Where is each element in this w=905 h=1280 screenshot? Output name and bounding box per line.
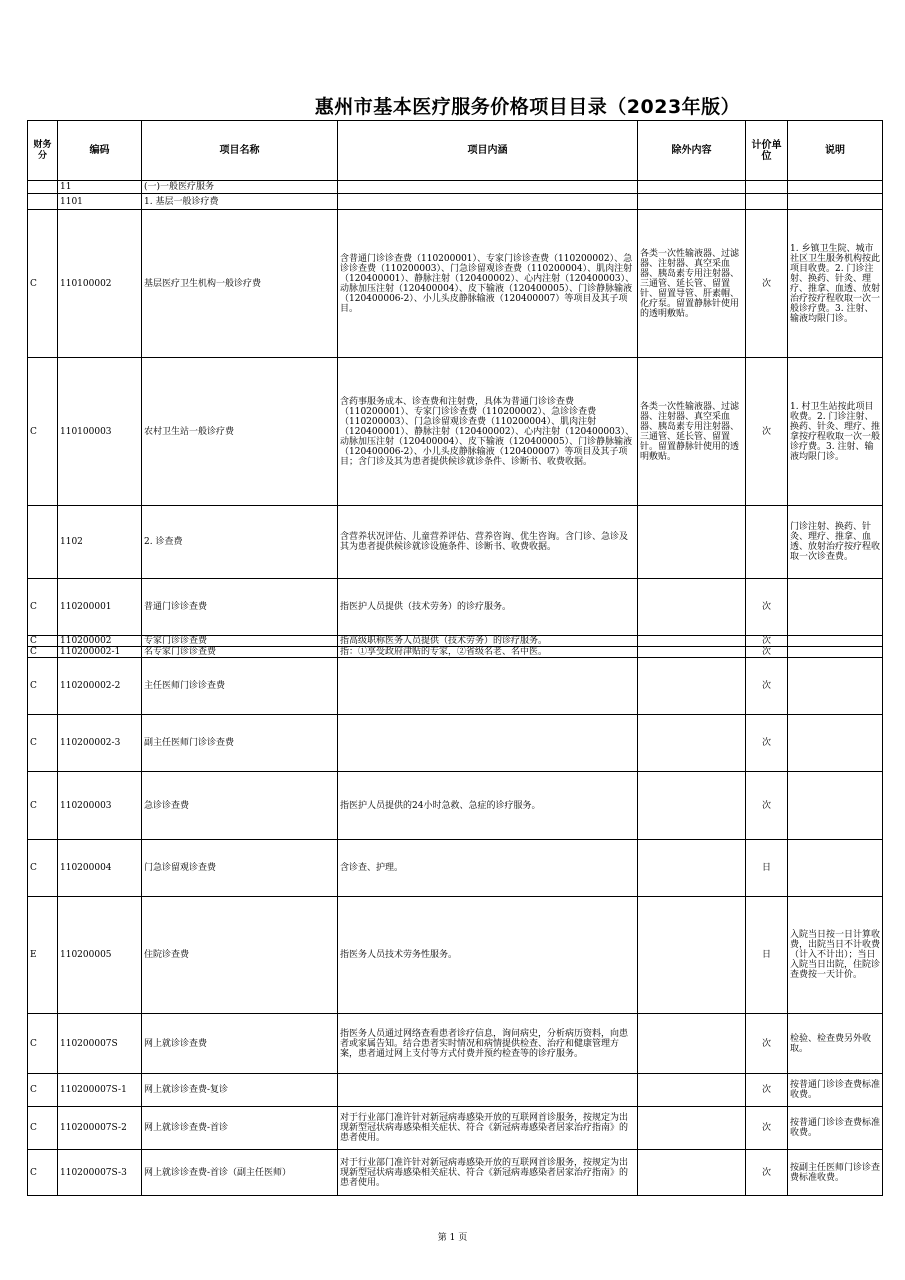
page-number: 第 1 页 (437, 1233, 468, 1243)
table-row (28, 1014, 883, 1074)
note-cell (788, 636, 883, 647)
exclude-cell (638, 840, 746, 897)
name-cell: 普通门诊诊查费 (142, 579, 338, 636)
exclude-cell (638, 715, 746, 772)
name-cell: 1. 基层一般诊疗费 (142, 194, 338, 210)
note-cell: 检验、检查费另外收取。 (788, 1014, 883, 1074)
content-cell: 指医护人员提供（技术劳务）的诊疗服务。 (338, 579, 638, 636)
unit-cell: 次 (746, 1074, 788, 1107)
name-cell: 网上就诊诊查费-首诊 (142, 1107, 338, 1150)
code-cell: 110200004 (58, 840, 142, 897)
unit-cell: 次 (746, 647, 788, 658)
table-row (28, 1150, 883, 1196)
exclude-cell (638, 658, 746, 715)
content-cell (338, 1074, 638, 1107)
unit-cell: 次 (746, 210, 788, 358)
category-cell: C (28, 1150, 58, 1196)
header-name: 项目名称 (142, 121, 338, 181)
category-cell: C (28, 715, 58, 772)
category-cell: C (28, 1014, 58, 1074)
note-cell: 1. 村卫生站按此项目收费。2. 门诊注射、换药、针灸、理疗、推拿按疗程收取一次一般诊疗费。3. 注射、输液均限门诊。 (788, 358, 883, 506)
header-category: 财务分 (28, 121, 58, 181)
exclude-cell (638, 579, 746, 636)
code-cell: 110100002 (58, 210, 142, 358)
price-table (27, 120, 883, 1196)
exclude-cell (638, 1107, 746, 1150)
note-cell (788, 647, 883, 658)
header-exclude: 除外内容 (638, 121, 746, 181)
exclude-cell: 各类一次性输液器、过滤器、注射器、真空采血器、胰岛素专用注射器、三通管、延长管、留置针、留置导管、肝素帽、化疗泵。留置静脉针使用的透明敷贴。 (638, 210, 746, 358)
note-cell: 按副主任医师门诊诊查费标准收费。 (788, 1150, 883, 1196)
code-cell: 110200001 (58, 579, 142, 636)
table-row (28, 358, 883, 506)
note-cell: 1. 乡镇卫生院、城市社区卫生服务机构按此项目收费。2. 门诊注射、换药、针灸、理疗、推拿、血透、放射治疗按疗程收取一次一般诊疗费。3. 注射、输液均限门诊。 (788, 210, 883, 358)
table-row (28, 579, 883, 636)
content-cell: 对于行业部门准许针对新冠病毒感染开放的互联网首诊服务，按规定为出现新型冠状病毒感染相关症状、符合《新冠病毒感染者居家治疗指南》的患者使用。 (338, 1107, 638, 1150)
category-cell: C (28, 772, 58, 840)
name-cell: 2. 诊查费 (142, 506, 338, 579)
content-cell: 含营养状况评估、儿童营养评估、营养咨询、优生咨询。含门诊、急诊及其为患者提供候诊就诊设施条件、诊断书、收费收据。 (338, 506, 638, 579)
header-content: 项目内涵 (338, 121, 638, 181)
note-cell (788, 715, 883, 772)
header-row (28, 121, 883, 181)
header-unit: 计价单位 (746, 121, 788, 181)
exclude-cell (638, 1014, 746, 1074)
exclude-cell (638, 647, 746, 658)
table-row (28, 658, 883, 715)
exclude-cell (638, 1074, 746, 1107)
content-cell: 指高级职称医务人员提供（技术劳务）的诊疗服务。 (338, 636, 638, 647)
note-cell: 门诊注射、换药、针灸、理疗、推拿、血透、放射治疗按疗程收取一次诊查费。 (788, 506, 883, 579)
unit-cell: 次 (746, 772, 788, 840)
unit-cell: 次 (746, 358, 788, 506)
name-cell: 网上就诊诊查费 (142, 1014, 338, 1074)
category-cell: C (28, 647, 58, 658)
category-cell: C (28, 658, 58, 715)
name-cell: 专家门诊诊查费 (142, 636, 338, 647)
category-cell: C (28, 636, 58, 647)
code-cell: 1102 (58, 506, 142, 579)
table-row (28, 194, 883, 210)
note-cell (788, 194, 883, 210)
table-row (28, 840, 883, 897)
note-cell: 按普通门诊诊查费标准收费。 (788, 1107, 883, 1150)
exclude-cell (638, 506, 746, 579)
table-row (28, 715, 883, 772)
unit-cell: 次 (746, 715, 788, 772)
name-cell: 住院诊查费 (142, 897, 338, 1014)
code-cell: 110200003 (58, 772, 142, 840)
unit-cell: 次 (746, 579, 788, 636)
header-note: 说明 (788, 121, 883, 181)
note-cell (788, 579, 883, 636)
unit-cell: 次 (746, 1150, 788, 1196)
category-cell: C (28, 1107, 58, 1150)
content-cell (338, 194, 638, 210)
content-cell: 指医务人员技术劳务性服务。 (338, 897, 638, 1014)
code-cell: 110200007S-2 (58, 1107, 142, 1150)
table-row (28, 1107, 883, 1150)
code-cell: 110200002-2 (58, 658, 142, 715)
name-cell: 网上就诊诊查费-首诊（副主任医师） (142, 1150, 338, 1196)
note-cell (788, 772, 883, 840)
exclude-cell (638, 1150, 746, 1196)
unit-cell: 次 (746, 1107, 788, 1150)
unit-cell (746, 506, 788, 579)
category-cell (28, 506, 58, 579)
category-cell: C (28, 1074, 58, 1107)
exclude-cell: 各类一次性输液器、过滤器、注射器、真空采血器、胰岛素专用注射器、三通管、延长管、留置针。留置静脉针使用的透明敷贴。 (638, 358, 746, 506)
note-cell (788, 658, 883, 715)
content-cell: 指医务人员通过网络查看患者诊疗信息，询问病史，分析病历资料，向患者或家属告知。结合患者实时情况和病情提供检查、治疗和健康管理方案，患者通过网上支付等方式付费并预约检查等的诊疗服务。 (338, 1014, 638, 1074)
category-cell (28, 194, 58, 210)
page-title: 惠州市基本医疗服务价格项目目录（2023年版） (314, 96, 741, 118)
name-cell: 主任医师门诊诊查费 (142, 658, 338, 715)
content-cell: 含普通门诊诊查费（110200001）、专家门诊诊查费（110200002）、急诊诊查费（110200003）、门急诊留观诊查费（110200004）、肌肉注射（120400001）、静脉注射（120400002）、心内注射（120400003）、动脉加压注射（120400004）、皮下输液（120400005）、门诊静脉输液（120400006-2）、小儿头皮静脉输液（120400007）等项目及其子项目。 (338, 210, 638, 358)
name-cell: 急诊诊查费 (142, 772, 338, 840)
exclude-cell (638, 772, 746, 840)
table-row (28, 897, 883, 1014)
note-cell (788, 840, 883, 897)
header-code: 编码 (58, 121, 142, 181)
unit-cell (746, 194, 788, 210)
table-row (28, 181, 883, 194)
note-cell (788, 181, 883, 194)
content-cell (338, 658, 638, 715)
content-cell: 含药事服务成本、诊查费和注射费，具体为普通门诊诊查费（110200001）、专家门诊诊查费（110200002）、急诊诊查费（110200003）、门急诊留观诊查费（110200004）、肌肉注射（120400001）、静脉注射（120400002）、心内注射（120400003）、动脉加压注射（120400004）、皮下输液（120400005）、门诊静脉输液（120400006-2）、小儿头皮静脉输液（120400007）等项目及其子项目；含门诊及其为患者提供候诊就诊条件、诊断书、收费收据。 (338, 358, 638, 506)
code-cell: 110200002-3 (58, 715, 142, 772)
exclude-cell (638, 181, 746, 194)
note-cell: 按普通门诊诊查费标准收费。 (788, 1074, 883, 1107)
unit-cell: 日 (746, 897, 788, 1014)
code-cell: 110100003 (58, 358, 142, 506)
category-cell: C (28, 358, 58, 506)
name-cell: 网上就诊诊查费-复诊 (142, 1074, 338, 1107)
code-cell: 1101 (58, 194, 142, 210)
code-cell: 110200002 (58, 636, 142, 647)
table-row (28, 772, 883, 840)
content-cell: 对于行业部门准许针对新冠病毒感染开放的互联网首诊服务，按规定为出现新型冠状病毒感染相关症状、符合《新冠病毒感染者居家治疗指南》的患者使用。 (338, 1150, 638, 1196)
category-cell: C (28, 840, 58, 897)
name-cell: 名专家门诊诊查费 (142, 647, 338, 658)
note-cell: 入院当日按一日计算收费，出院当日不计收费（计入不计出）；当日入院当日出院，住院诊查费按一天计价。 (788, 897, 883, 1014)
unit-cell: 日 (746, 840, 788, 897)
code-cell: 110200002-1 (58, 647, 142, 658)
table-row (28, 636, 883, 647)
category-cell: C (28, 579, 58, 636)
name-cell: 副主任医师门诊诊查费 (142, 715, 338, 772)
exclude-cell (638, 897, 746, 1014)
name-cell: (一)一般医疗服务 (142, 181, 338, 194)
content-cell: 指：①享受政府津贴的专家，②省级名老、名中医。 (338, 647, 638, 658)
unit-cell (746, 181, 788, 194)
table-row (28, 210, 883, 358)
content-cell: 含诊查、护理。 (338, 840, 638, 897)
code-cell: 11 (58, 181, 142, 194)
code-cell: 110200005 (58, 897, 142, 1014)
content-cell (338, 715, 638, 772)
category-cell: C (28, 210, 58, 358)
table-row (28, 506, 883, 579)
unit-cell: 次 (746, 636, 788, 647)
unit-cell: 次 (746, 658, 788, 715)
content-cell: 指医护人员提供的24小时急救、急症的诊疗服务。 (338, 772, 638, 840)
name-cell: 农村卫生站一般诊疗费 (142, 358, 338, 506)
name-cell: 门急诊留观诊查费 (142, 840, 338, 897)
category-cell: E (28, 897, 58, 1014)
code-cell: 110200007S-3 (58, 1150, 142, 1196)
category-cell (28, 181, 58, 194)
exclude-cell (638, 194, 746, 210)
code-cell: 110200007S (58, 1014, 142, 1074)
table-row (28, 647, 883, 658)
unit-cell: 次 (746, 1014, 788, 1074)
content-cell (338, 181, 638, 194)
exclude-cell (638, 636, 746, 647)
code-cell: 110200007S-1 (58, 1074, 142, 1107)
table-row (28, 1074, 883, 1107)
name-cell: 基层医疗卫生机构一般诊疗费 (142, 210, 338, 358)
